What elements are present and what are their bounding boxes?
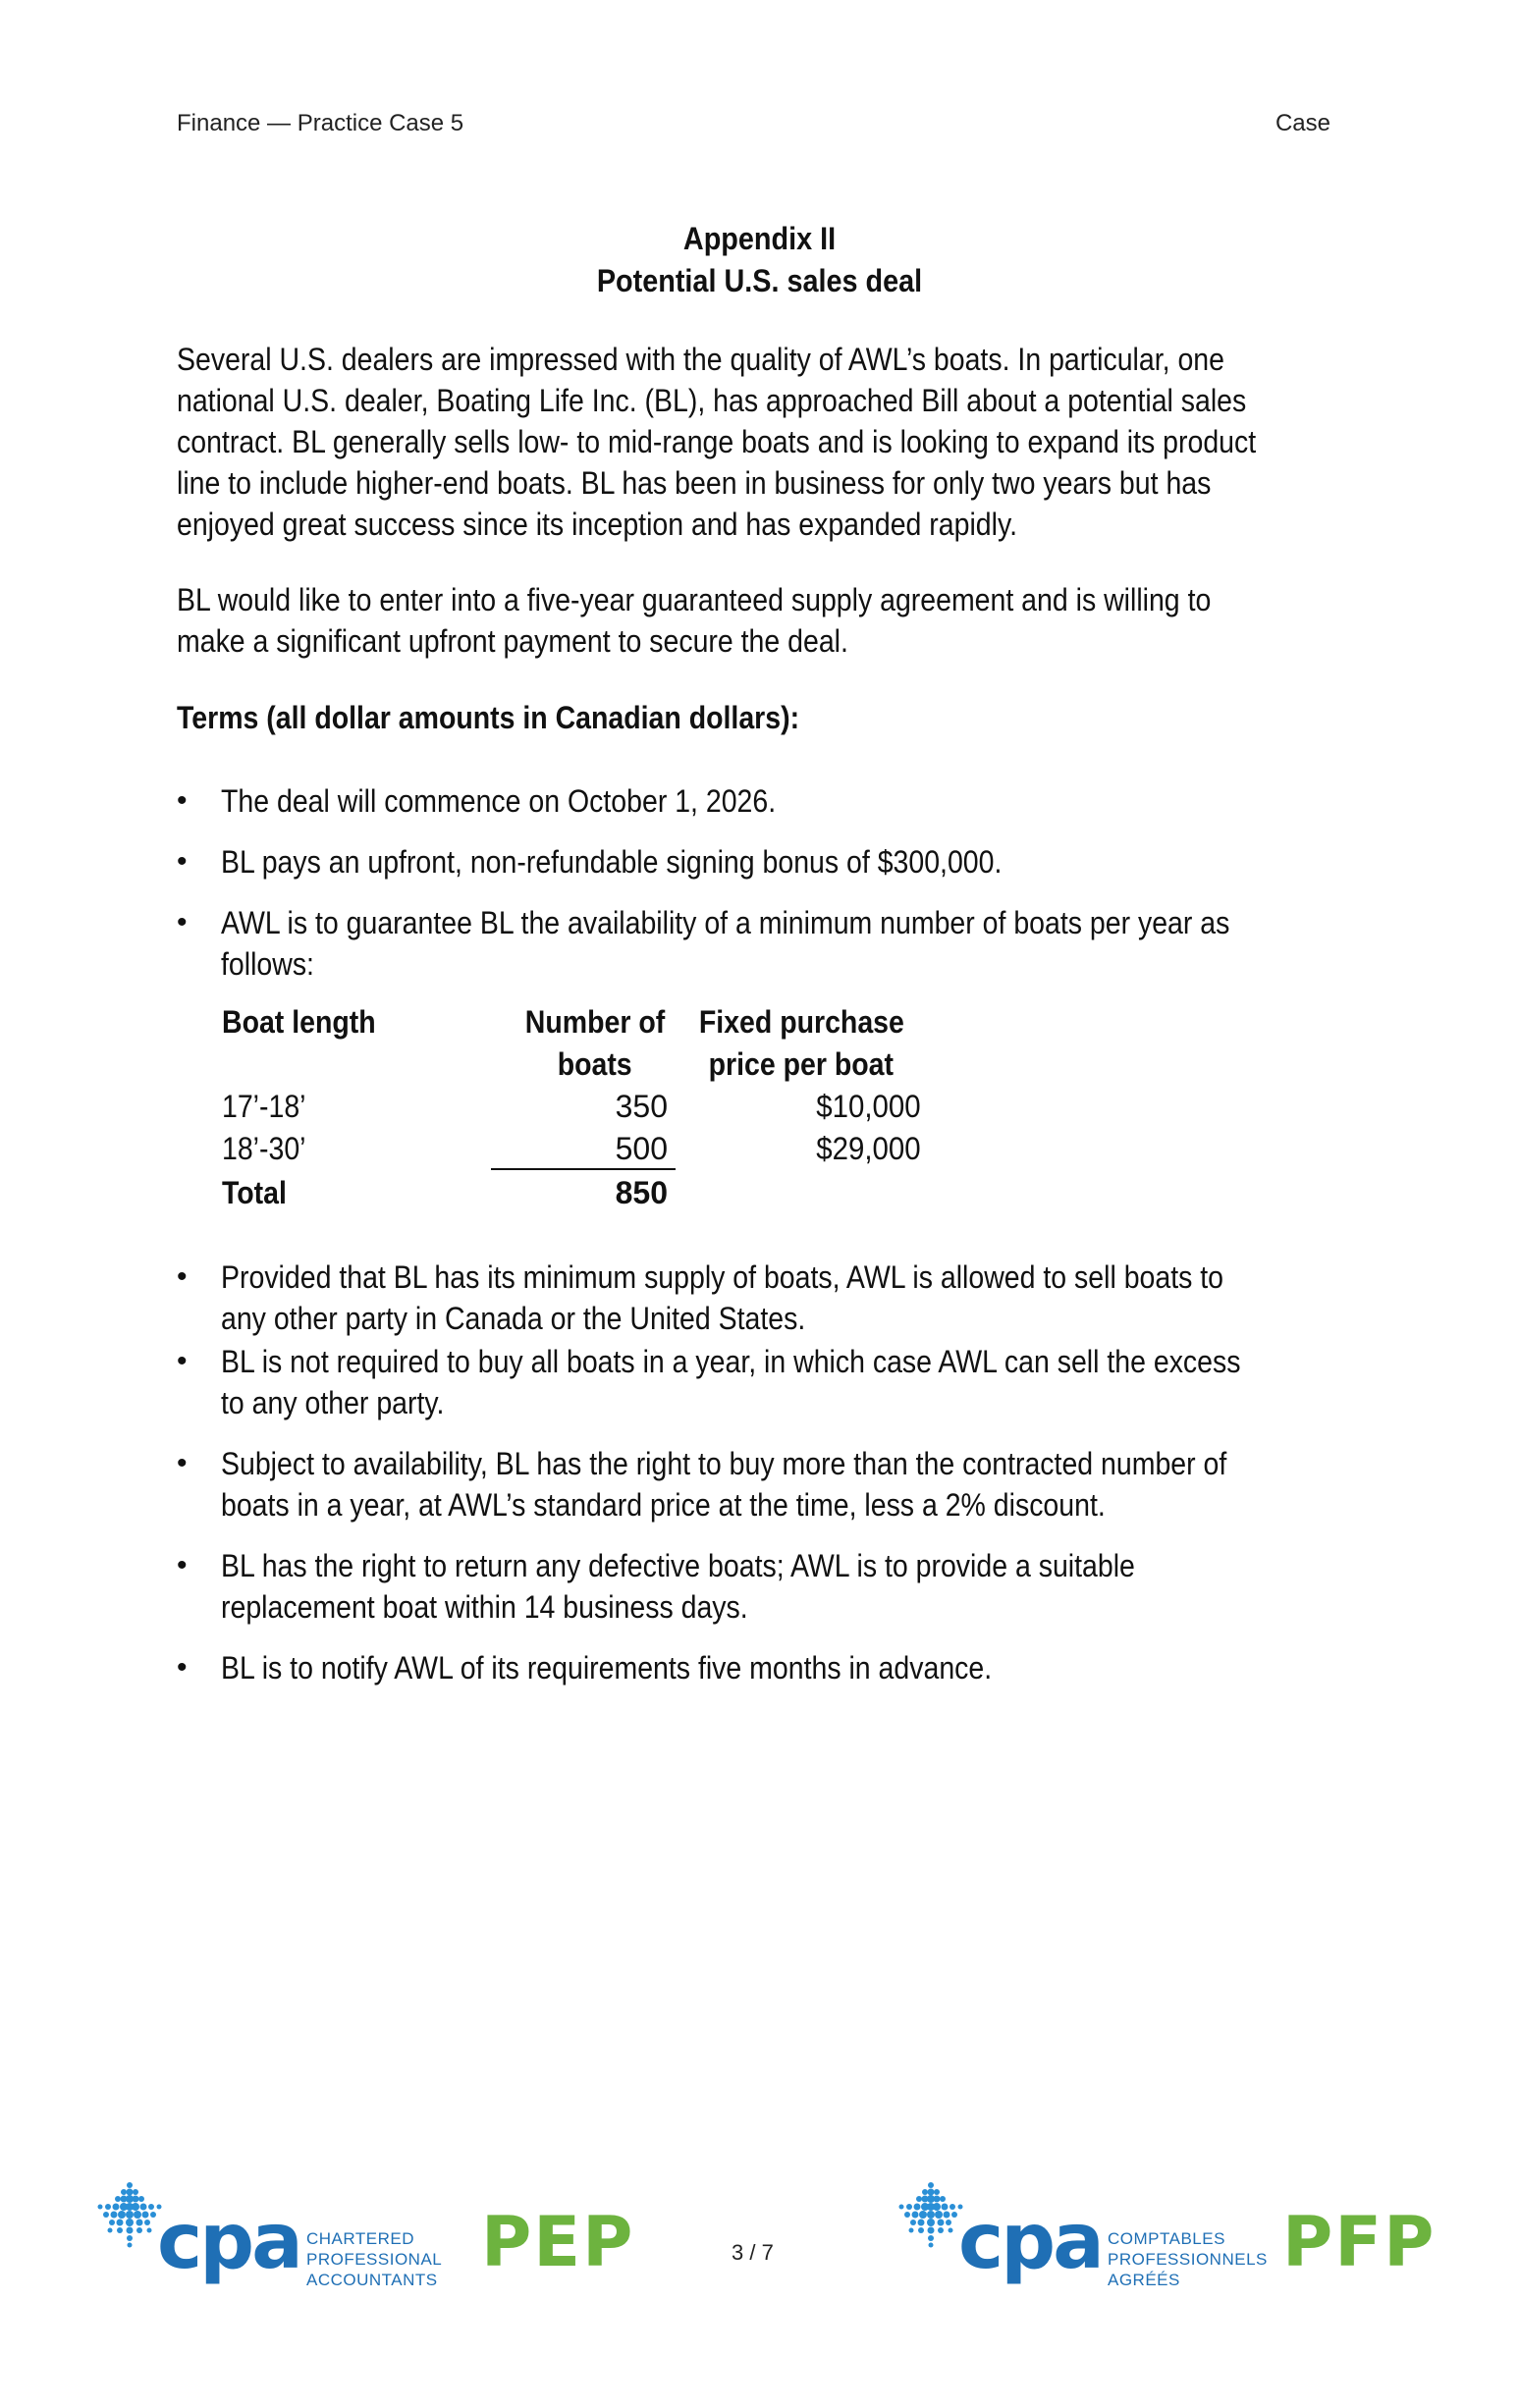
list-item [177, 780, 1345, 822]
text-line: BL has the right to return any defective boats; AWL is to provide a suitable [221, 1548, 1135, 1583]
text-line: BL would like to enter into a five-year guaranteed supply agreement and is willing to [177, 582, 1212, 617]
row-price: $10,000 [816, 1089, 921, 1124]
terms-heading-text: Terms (all dollar amounts in Canadian dollars): [177, 700, 800, 735]
text-line: Several U.S. dealers are impressed with the quality of AWL’s boats. In particular, one [177, 342, 1224, 377]
bullet-icon: • [177, 1345, 188, 1377]
total-label: Total [222, 1175, 287, 1210]
header-number-1: Number of [524, 1004, 666, 1040]
header-number-2: boats [558, 1046, 632, 1082]
list-item [177, 1545, 1345, 1628]
cpa-subtitle-line: ACCOUNTANTS [306, 2271, 438, 2289]
header-boat-length: Boat length [222, 1004, 376, 1040]
header-price-2: price per boat [708, 1046, 895, 1082]
cpa-subtitle-line: CHARTERED [306, 2229, 414, 2248]
list-item [177, 841, 1345, 883]
text-line: AWL is to guarantee BL the availability of a minimum number of boats per year as [221, 905, 1230, 940]
running-header-left: Finance — Practice Case 5 [177, 110, 464, 136]
bullet-icon: • [177, 1447, 188, 1479]
cpa-subtitle-line: PROFESSIONAL [306, 2250, 443, 2269]
list-item [177, 1257, 1345, 1339]
running-header-right: Case [1275, 110, 1330, 136]
text-line: BL is not required to buy all boats in a year, in which case AWL can sell the excess [221, 1344, 1241, 1379]
list-item [177, 1341, 1345, 1423]
list-item [177, 1443, 1345, 1525]
list-item [177, 902, 1345, 985]
text-line: national U.S. dealer, Boating Life Inc. (BL), has approached Bill about a potential sales [177, 383, 1247, 418]
cpa-subtitle [1108, 2228, 1268, 2290]
text-line: enjoyed great success since its inception and has expanded rapidly. [177, 507, 1017, 542]
appendix-title-line2: Potential U.S. sales deal [596, 263, 923, 298]
appendix-title [0, 218, 1519, 302]
cpa-subtitle-line: COMPTABLES [1108, 2229, 1225, 2248]
table-row [222, 1128, 316, 1170]
text-line: Provided that BL has its minimum supply of boats, AWL is allowed to sell boats to [221, 1259, 1224, 1295]
text-line: line to include higher-end boats. BL has been in business for only two years but has [177, 465, 1212, 501]
bullet-icon: • [177, 906, 188, 938]
text-line: boats in a year, at AWL’s standard price at the time, less a 2% discount. [221, 1487, 1106, 1523]
text-line: BL pays an upfront, non-refundable signing bonus of $300,000. [221, 844, 1003, 880]
cpa-wordmark: cpa [157, 2198, 300, 2286]
text-line: make a significant upfront payment to secure the deal. [177, 623, 848, 659]
cpa-subtitle-line: AGRÉÉS [1108, 2271, 1180, 2289]
text-line: follows: [221, 946, 314, 982]
text-line: BL is to notify AWL of its requirements five months in advance. [221, 1650, 993, 1686]
bullet-icon: • [177, 845, 188, 878]
row-number: 500 [615, 1131, 668, 1166]
terms-heading [177, 697, 1335, 738]
header-price-1: Fixed purchase [698, 1004, 904, 1040]
table-row [222, 1086, 316, 1128]
bullet-icon: • [177, 784, 188, 817]
cpa-subtitle-line: PROFESSIONNELS [1108, 2250, 1268, 2269]
text-line: to any other party. [221, 1385, 445, 1420]
row-number: 350 [615, 1089, 668, 1124]
list-item [177, 1647, 1345, 1688]
text-line: Subject to availability, BL has the right to buy more than the contracted number of [221, 1446, 1227, 1481]
row-price: $29,000 [816, 1131, 921, 1166]
text-line: any other party in Canada or the United States. [221, 1301, 806, 1336]
bullet-icon: • [177, 1260, 188, 1293]
bullet-icon: • [177, 1549, 188, 1581]
text-line: The deal will commence on October 1, 2026. [221, 783, 777, 819]
program-mark-pfp: PFP [1282, 2202, 1437, 2282]
cpa-wordmark: cpa [958, 2198, 1102, 2286]
total-rule [491, 1168, 676, 1170]
text-line: contract. BL generally sells low- to mid-range boats and is looking to expand its product [177, 424, 1257, 459]
total-value: 850 [615, 1175, 668, 1210]
paragraph-1 [177, 339, 1335, 545]
bullet-icon: • [177, 1651, 188, 1684]
program-mark-pep: PEP [481, 2202, 635, 2282]
terms-list-top [177, 780, 1345, 1004]
paragraph-2 [177, 579, 1335, 662]
page-number: 3 / 7 [732, 2240, 774, 2265]
row-length: 17’-18’ [222, 1089, 306, 1124]
row-length: 18’-30’ [222, 1131, 306, 1166]
cpa-subtitle [306, 2228, 442, 2290]
terms-list-bottom [177, 1257, 1345, 1708]
text-line: replacement boat within 14 business days. [221, 1589, 748, 1625]
appendix-title-line1: Appendix II [682, 221, 837, 256]
